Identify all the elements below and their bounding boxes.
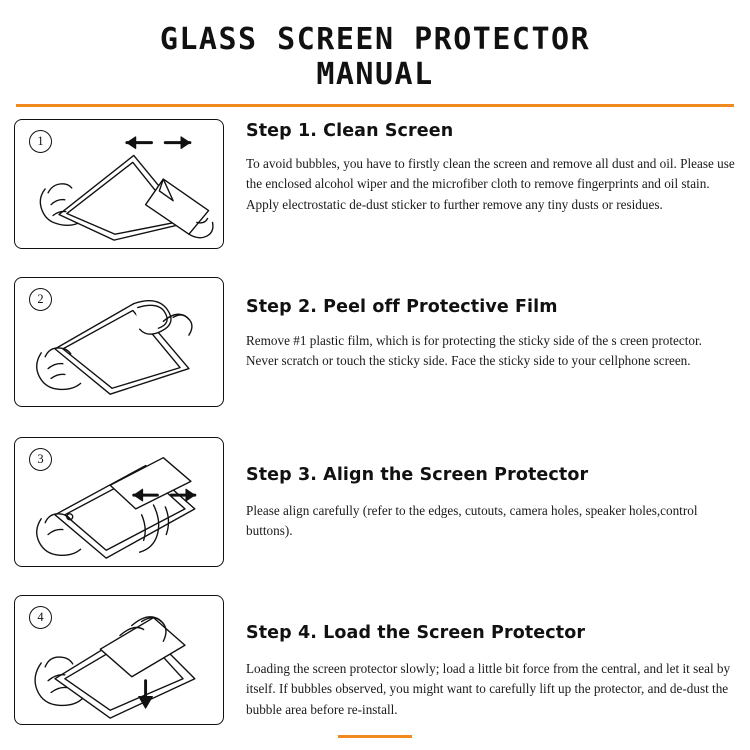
step-2-body: Remove #1 plastic film, which is for protecting the sticky side of the s creen protector. Never scratch or touch the sticky side. Face the sticky side to your cellphone screen. [246, 332, 702, 369]
step-item [0, 437, 750, 567]
step-item [0, 277, 750, 407]
steps-list [0, 119, 750, 734]
step-4-badge: 4 [29, 606, 52, 629]
step-1-text [224, 119, 736, 229]
footer-divider [338, 735, 412, 738]
step-1-body: To avoid bubbles, you have to firstly clean the screen and remove all dust and oil. Please use the enclosed alcohol wiper and the microfiber cloth to remove fingerprints and oil stain. Apply electrostatic de-dust sticker to further remove any tiny dusts or residues. [246, 155, 735, 212]
step-item [0, 119, 750, 249]
step-item [0, 595, 750, 734]
step-4-text [224, 595, 736, 734]
page-title-line-1: GLASS SCREEN PROTECTOR [159, 22, 591, 57]
step-3-illustration [14, 437, 224, 567]
page-title-line-2: MANUAL [316, 57, 434, 93]
document-title-block [0, 0, 750, 93]
step-4-title: Step 4. Load the Screen Protector [246, 622, 586, 643]
step-2-badge: 2 [29, 288, 52, 311]
step-4-body: Loading the screen protector slowly; load a little bit force from the central, and let it seal by itself. If bubbles observed, you might want to carefully lift up the protector, and de-dust the bubble area before re-install. [246, 660, 731, 717]
step-3-title: Step 3. Align the Screen Protector [246, 464, 589, 485]
step-2-text [224, 277, 736, 385]
step-3-body: Please align carefully (refer to the edges, cutouts, camera holes, speaker holes,control buttons). [246, 502, 698, 539]
step-1-title: Step 1. Clean Screen [246, 120, 454, 141]
step-3-badge: 3 [29, 448, 52, 471]
step-2-illustration [14, 277, 224, 407]
step-1-illustration [14, 119, 224, 249]
step-4-illustration [14, 595, 224, 725]
step-2-title: Step 2. Peel off Protective Film [246, 296, 558, 317]
step-1-badge: 1 [29, 130, 52, 153]
title-divider [16, 104, 734, 107]
step-3-text [224, 437, 736, 555]
